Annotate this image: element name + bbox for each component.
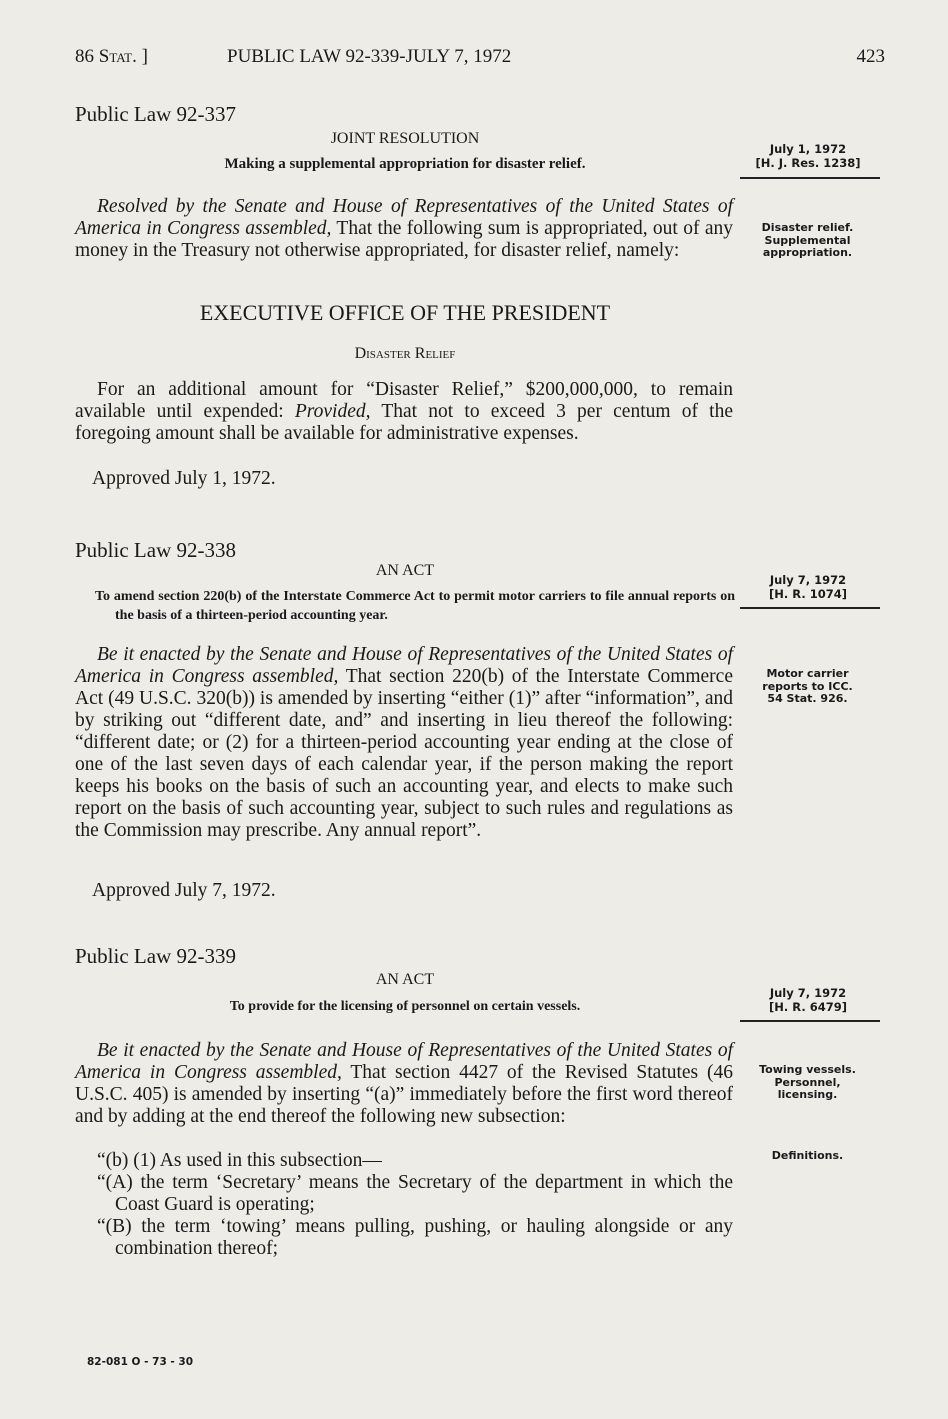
- law-number: Public Law 92-337: [75, 102, 236, 126]
- margin-note-line: Disaster relief.: [761, 221, 854, 234]
- paragraph-text: That not to exceed 3 per centum of the foregoing amount shall be available for administrative expenses.: [75, 401, 733, 444]
- margin-date: July 1, 1972: [769, 142, 847, 156]
- margin-bill: [H. R. 6479]: [769, 1000, 847, 1014]
- clause-a: “(A) the term ‘Secretary’ means the Secretary of the department in which the Coast Guard is operating;: [97, 1172, 733, 1215]
- enacting-italic: Resolved by the Senate and House of Representatives of the United States of America in Congress assembled,: [75, 196, 733, 239]
- page-number: 423: [856, 46, 885, 67]
- law-purpose: To amend section 220(b) of the Interstate Commerce Act to permit motor carriers to file annual reports on the basis of a thirteen-period accounting year.: [95, 589, 735, 623]
- margin-note-line: Supplemental: [764, 233, 851, 247]
- margin-note: [735, 1064, 880, 1102]
- margin-note-line: Personnel,: [774, 1075, 841, 1089]
- law-type: JOINT RESOLUTION: [330, 130, 480, 147]
- definitions-block: [75, 1150, 733, 1260]
- statute-volume: 86 Stat. ]: [75, 46, 148, 67]
- margin-date: July 7, 1972: [769, 573, 847, 587]
- approval-line: Approved July 7, 1972.: [92, 880, 276, 901]
- margin-note: [735, 222, 880, 260]
- margin-bill: [H. R. 1074]: [769, 587, 847, 601]
- law-purpose: Making a supplemental appropriation for disaster relief.: [224, 156, 586, 172]
- margin-bill: [H. J. Res. 1238]: [755, 156, 861, 170]
- law-type: AN ACT: [375, 971, 435, 988]
- office-heading: EXECUTIVE OFFICE OF THE PRESIDENT: [199, 300, 611, 325]
- law-type: AN ACT: [375, 562, 435, 579]
- margin-note-line: Towing vessels.: [759, 1063, 856, 1076]
- print-code: 82-081 O - 73 - 30: [87, 1356, 194, 1368]
- enacting-italic: Be it enacted by the Senate and House of Representatives of the United States of America in Congress assembled,: [75, 644, 733, 687]
- paragraph-text: For an additional amount for “Disaster Relief,” $200,000,000, to remain available until expended:: [75, 379, 733, 422]
- margin-note-line: Motor carrier: [766, 667, 849, 680]
- law-number: Public Law 92-339: [75, 944, 236, 968]
- margin-note-line: 54 Stat. 926.: [767, 692, 848, 705]
- clause-b: “(B) the term ‘towing’ means pulling, pushing, or hauling alongside or any combination thereof;: [97, 1216, 733, 1259]
- enacting-clause: [75, 1040, 733, 1128]
- enacting-text: That section 4427 of the Revised Statutes (46 U.S.C. 405) is amended by inserting “(a)” immediately before the first word thereof and by adding at the end thereof the following new subsection:: [75, 1062, 733, 1127]
- enacting-text: That section 220(b) of the Interstate Commerce Act (49 U.S.C. 320(b)) is amended by inserting “either (1)” after “information”, and by striking out “different date, and” and inserting in lieu thereof the following: “different date; or (2) for a thirteen-period accounting year ending at the close of one of the last seven days of each calendar year, if the person making the report keeps his books on the basis of such an accounting year, and elects to make such report on the basis of such accounting year, subject to such rules and regulations as the Commission may prescribe. Any annual report”.: [75, 666, 733, 841]
- header-title: PUBLIC LAW 92-339-JULY 7, 1972: [227, 46, 512, 67]
- margin-note-line: appropriation.: [762, 246, 853, 259]
- margin-note: [735, 668, 880, 706]
- margin-rule: [740, 607, 880, 609]
- provided-italic: Provided,: [294, 401, 371, 422]
- margin-definitions: Definitions.: [771, 1149, 844, 1162]
- margin-date: July 7, 1972: [769, 986, 847, 1000]
- law-number: Public Law 92-338: [75, 538, 236, 562]
- enacting-clause: [75, 644, 733, 842]
- margin-rule: [740, 177, 880, 179]
- law-purpose: To provide for the licensing of personnel on certain vessels.: [229, 999, 581, 1014]
- section-subheading: Disaster Relief: [354, 345, 456, 362]
- enacting-italic: Be it enacted by the Senate and House of Representatives of the United States of America in Congress assembled,: [75, 1040, 733, 1083]
- enacting-text: That the following sum is appropriated, out of any money in the Treasury not otherwise appropriated, for disaster relief, namely:: [75, 218, 733, 261]
- running-header: [75, 46, 885, 76]
- appropriation-paragraph: [75, 379, 733, 445]
- enacting-clause: [75, 196, 733, 262]
- margin-note-line: reports to ICC.: [762, 679, 853, 693]
- subsection-b1: “(b) (1) As used in this subsection—: [97, 1150, 382, 1171]
- margin-rule: [740, 1020, 880, 1022]
- margin-note-line: licensing.: [777, 1088, 838, 1101]
- approval-line: Approved July 1, 1972.: [92, 468, 276, 489]
